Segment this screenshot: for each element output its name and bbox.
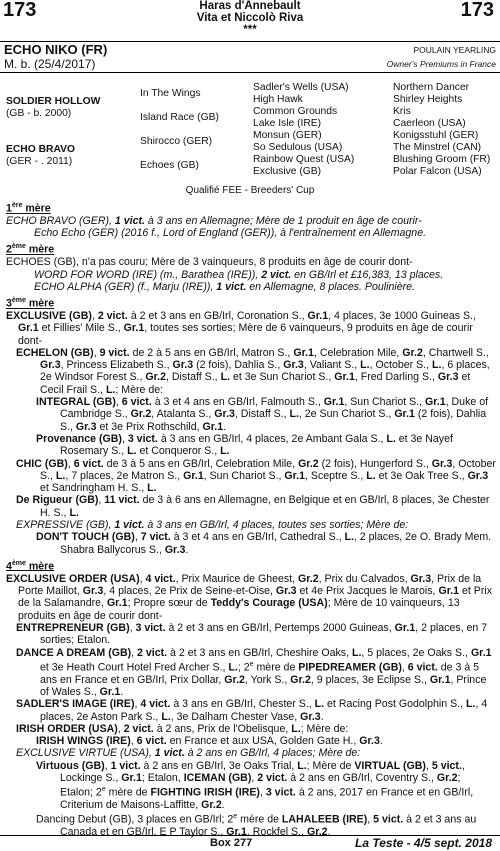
dam-name: ECHO BRAVO — [6, 144, 76, 155]
premium-note: Owner's Premiums in France — [386, 59, 496, 69]
catalogue-body — [6, 198, 496, 839]
pedigree-gen3: Common Grounds — [253, 106, 338, 117]
third-dam-grandproduce: DON'T TOUCH (GB), 7 vict. à 3 et 4 ans en GB/Irl, Cathedral S., L., 2 places, 2e O. Brady Mem. Shabra Ballycorus S., Gr.3. — [36, 531, 492, 556]
sale-location: La Teste - 4/5 sept. 2018 — [355, 836, 492, 850]
section-second-dam: 2ème mère — [6, 243, 55, 256]
pedigree-gen3: High Hawk — [253, 94, 303, 105]
pedigree-gen4: Shirley Heights — [393, 94, 463, 105]
sire-name: SOLDIER HOLLOW — [6, 96, 101, 107]
pedigree-gen4: Polar Falcon (USA) — [393, 166, 482, 177]
pedigree-table — [0, 80, 500, 185]
pedigree-gen3: Monsun (GER) — [253, 130, 322, 141]
pedigree-gen4: Kris — [393, 106, 411, 117]
section-third-dam: 3ème mère — [6, 297, 55, 310]
fourth-dam-produce: EXCLUSIVE VIRTUE (USA), 1 vict. à 2 ans en GB/Irl, 4 places; Mère de: — [16, 747, 361, 760]
fourth-dam-produce: SADLER'S IMAGE (IRE), 4 vict. à 3 ans en GB/Irl, Chester S., L. et Racing Post Godolphin S., L., 4 places, 2e Aston Park S., L., 3e Dalham Chester Vase, Gr.3. — [16, 698, 488, 723]
third-dam-produce: ECHELON (GB), 9 vict. de 2 à 5 ans en GB/Irl, Matron S., Gr.1, Celebration Mile, Gr.2, Chartwell S., Gr.3, Princess Elizabeth S., Gr.3 (2 fois), Dahlia S., Gr.3, Valiant S., L., October S., L., 6 places, 2e Windsor Forest S., Gr.2, Distaff S., L. et 3e Sun Chariot S., Gr.1, Fred Darling S., Gr.3 et Cecil Frail S., L.; Mère de: — [16, 346, 490, 396]
pedigree-gen3: Sadler's Wells (USA) — [253, 82, 349, 93]
pedigree-gen2: Shirocco (GER) — [140, 136, 213, 147]
horse-title-bar — [0, 41, 500, 73]
pedigree-gen2: Echoes (GB) — [140, 160, 199, 171]
second-dam-text: ECHOES (GB), n'a pas couru; Mère de 3 vainqueurs, 8 produits en âge de courir dont- — [6, 256, 413, 269]
qualification-line: Qualifié FEE - Breeders' Cup — [185, 185, 315, 196]
consignor — [100, 0, 400, 36]
fourth-dam-grandproduce: Virtuous (GB), 1 vict. à 2 ans en GB/Irl, 3e Oaks Trial, L.; Mère de VIRTUAL (GB), 5 vict., Lockinge S., Gr.1; Etalon, ICEMAN (GB), 2 vict. à 2 ans en GB/Irl, Coventry S., Gr.2; Etalon; 2e mère de FIGHTING IRISH (IRE), 3 vict. à 2 ans, 2017 en France et en GB/Irl, Criterium de Maisons-Laffitte, Gr.2. — [36, 759, 474, 812]
stars: *** — [243, 24, 257, 36]
third-dam-text: EXCLUSIVE (GB), 2 vict. à 2 et 3 ans en GB/Irl, Coronation S., Gr.1, 4 places, 3e 1000 Guineas S., Gr.1 et Fillies' Mile S., Gr.1, toutes ses sorties; Mère de 6 vainqueurs, 9 produits en âge de courir dont- — [6, 309, 476, 347]
third-dam-produce: EXPRESSIVE (GB), 1 vict. à 3 ans en GB/Irl, 4 places, toutes ses sorties; Mère de: — [16, 519, 409, 532]
third-dam-produce: De Rigueur (GB), 11 vict. de 3 à 6 ans en Allemagne, en Belgique et en GB/Irl, 8 places, 3e Chester H. S., L. — [16, 494, 490, 519]
pedigree-gen2: In The Wings — [140, 88, 201, 99]
pedigree-gen3: Exclusive (GB) — [253, 166, 322, 177]
second-dam-produce: WORD FOR WORD (IRE) (m., Barathea (IRE)), 2 vict. en GB/Irl et £16,383, 13 places. — [34, 268, 444, 281]
fourth-dam-produce: DANCE A DREAM (GB), 2 vict. à 2 et 3 ans en GB/Irl, Cheshire Oaks, L., 5 places, 2e Oaks S., Gr.1 et 3e Heath Court Hotel Fred Archer S., L.; 2e mère de PIPEDREAMER (GB), 6 vict. de 3 à 5 ans en France et en GB/Irl, Prix Dollar, Gr.2, York S., Gr.2, 9 places, 3e Eclipse S., Gr.1, Prince of Wales S., Gr.1. — [16, 646, 492, 698]
sire-info: (GB - b. 2000) — [6, 108, 72, 119]
third-dam-grandproduce: INTEGRAL (GB), 6 vict. à 3 et 4 ans en GB/Irl, Falmouth S., Gr.1, Sun Chariot S., Gr.1, Duke of Cambridge S., Gr.2, Atalanta S., Gr.3, Distaff S., L., 2e Sun Chariot S., Gr.1 (2 fois), Dahlia S., Gr.3 et 3e Prix Rothschild, Gr.1. — [36, 396, 489, 433]
pedigree-gen4: Northern Dancer — [393, 82, 470, 93]
pedigree-gen4: Blushing Groom (FR) — [393, 154, 491, 165]
first-dam-text: ECHO BRAVO (GER), 1 vict. à 3 ans en Allemagne; Mère de 1 produit en âge de courir- — [6, 214, 422, 227]
fourth-dam-grandproduce: IRISH WINGS (IRE), 6 vict. en France et aux USA, Golden Gate H., Gr.3. — [36, 735, 383, 748]
third-dam-produce: CHIC (GB), 6 vict. de 3 à 5 ans en GB/Irl, Celebration Mile, Gr.2 (2 fois), Hungerford S., Gr.3, October S., L., 7 places, 2e Matron S., Gr.1, Sun Chariot S., Gr.1, Sceptre S., L. et 3e Oak Tree S., Gr.3 et Sandringham H. S., L. — [16, 457, 496, 495]
first-dam-produce: Echo Echo (GER) (2016 f., Lord of England (GER)), à l'entraînement en Allemagne. — [34, 227, 427, 240]
fourth-dam-produce: IRISH ORDER (USA), 2 vict. à 2 ans, Prix de l'Obelisque, L.; Mère de: — [16, 722, 349, 735]
fourth-dam-grandproduce: Dancing Debut (GB), 3 places en GB/Irl; 2e mère de LAHALEEB (IRE), 5 vict. à 2 et 3 ans au Canada et en GB/Irl, E P Taylor S., Gr.1, Rockfel S., Gr.2. — [36, 813, 477, 839]
dam-info: (GER - . 2011) — [6, 156, 73, 167]
box-number: Box 277 — [210, 837, 253, 849]
horse-type: POULAIN YEARLING — [413, 45, 496, 55]
fourth-dam-produce: ENTREPRENEUR (GB), 3 vict. à 2 et 3 ans en GB/Irl, Pertemps 2000 Guineas, Gr.1, 2 places, en 7 sorties; Etalon. — [16, 621, 488, 647]
third-dam-grandproduce: Provenance (GB), 3 vict. à 3 ans en GB/Irl, 4 places, 2e Ambant Gala S., L. et 3e Nayef Rosemary S., L. et Conqueror S., L. — [36, 432, 453, 458]
consignor-line-1: Haras d'Annebault — [199, 0, 301, 12]
pedigree-gen3: So Sedulous (USA) — [253, 142, 343, 153]
pedigree-gen3: Lake Isle (IRE) — [253, 118, 322, 129]
pedigree-gen2: Island Race (GB) — [140, 112, 219, 123]
section-fourth-dam: 4ème mère — [6, 559, 55, 573]
pedigree-gen3: Rainbow Quest (USA) — [253, 154, 355, 165]
header — [0, 0, 500, 40]
footer — [0, 835, 500, 851]
lot-number-right: 173 — [460, 0, 494, 21]
horse-name: ECHO NIKO (FR) — [4, 42, 108, 57]
horse-description: M. b. (25/4/2017) — [4, 57, 96, 71]
lot-number-left: 173 — [3, 0, 37, 21]
pedigree-gen4: Konigsstuhl (GER) — [393, 130, 479, 141]
second-dam-produce: ECHO ALPHA (GER) (f., Marju (IRE)), 1 vict. en Allemagne, 8 places. Poulinière. — [34, 280, 415, 293]
consignor-line-2: Vita et Niccolò Riva — [196, 12, 304, 24]
fourth-dam-text: EXCLUSIVE ORDER (USA), 4 vict., Prix Maurice de Gheest, Gr.2, Prix du Calvados, Gr.3, Prix de la Porte Maillot, Gr.3, 4 places, 2e Prix de Seine-et-Oise, Gr.3 et 4e Prix Jacques le Marois, Gr.1 et Prix de la Salamandre, Gr.1; Propre sœur de Teddy's Courage (USA); Mère de 10 vainqueurs, 13 produits en âge de courir dont- — [6, 572, 493, 622]
pedigree-gen4: Caerleon (USA) — [393, 118, 466, 129]
section-first-dam: 1ère mère — [6, 202, 51, 215]
pedigree-gen4: The Minstrel (CAN) — [393, 142, 482, 153]
